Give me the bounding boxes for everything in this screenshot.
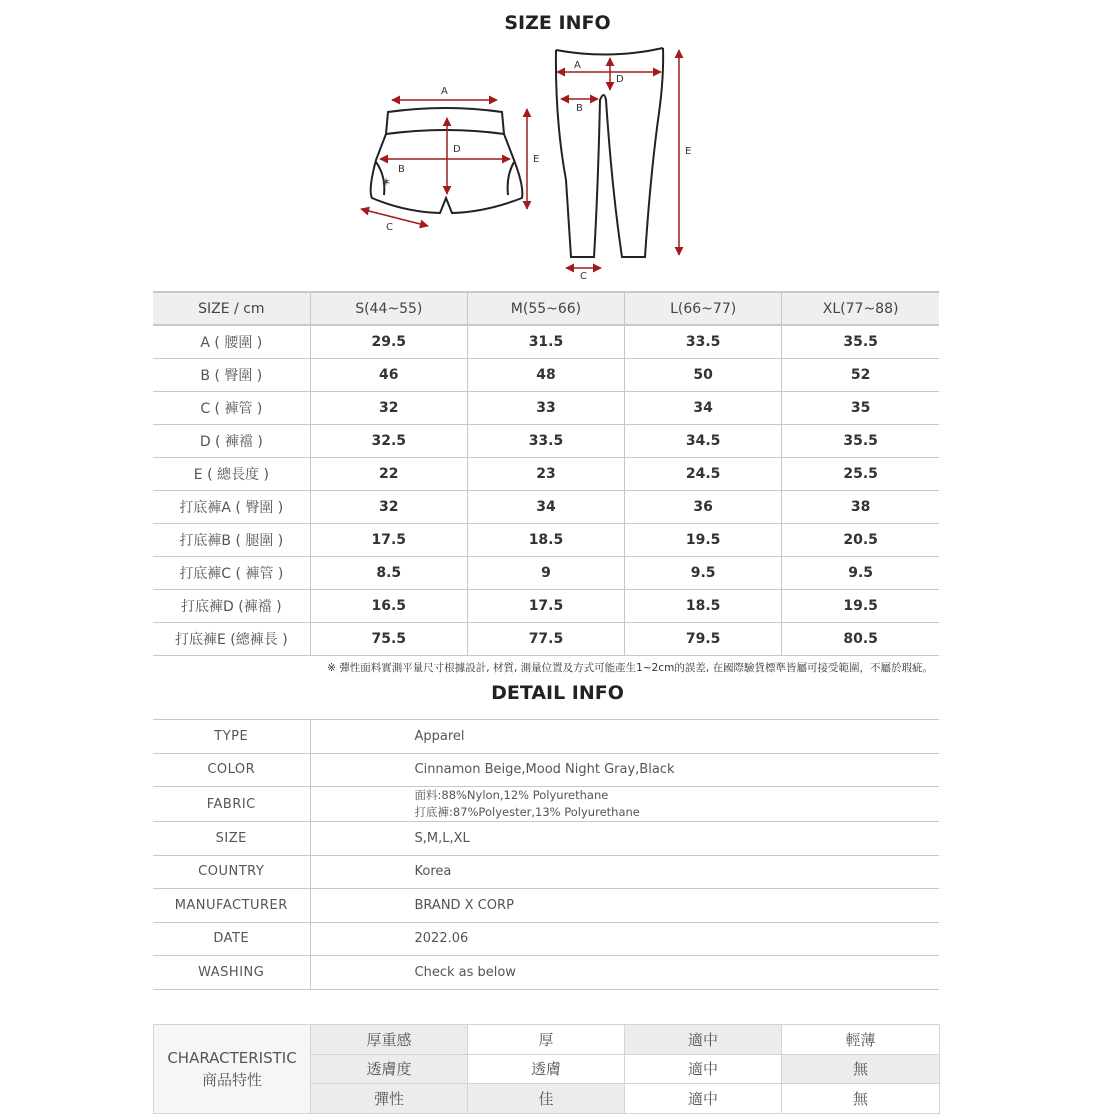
characteristic-option: 佳 xyxy=(468,1084,625,1114)
characteristic-heading-zh: 商品特性 xyxy=(201,1070,262,1089)
size-value-cell: 9.5 xyxy=(625,556,782,589)
detail-row xyxy=(153,787,939,822)
detail-table xyxy=(153,719,939,990)
detail-label: COUNTRY xyxy=(153,855,310,889)
detail-row xyxy=(153,956,939,990)
shorts-label-a: A xyxy=(441,86,448,97)
size-value-cell: 19.5 xyxy=(625,523,782,556)
size-value-cell: 17.5 xyxy=(467,589,624,622)
header-cell: L(66~77) xyxy=(625,292,782,325)
detail-row xyxy=(153,922,939,956)
header-cell: XL(77~88) xyxy=(782,292,939,325)
leggings-label-e: E xyxy=(685,146,692,157)
size-value-cell: 18.5 xyxy=(625,589,782,622)
characteristic-option: 透膚 xyxy=(468,1054,625,1084)
size-row-label: E ( 總長度 ) xyxy=(153,457,310,490)
detail-value: 2022.06 xyxy=(310,922,939,956)
detail-row xyxy=(153,753,939,787)
size-value-cell: 80.5 xyxy=(782,622,939,655)
measurement-note: ※ 彈性面料實測平量尺寸根據設計, 材質, 測量位置及方式可能產生1~2cm的誤差, 在國際驗貨標準皆屬可接受範圍，不屬於瑕疵。 xyxy=(327,662,933,674)
characteristic-attribute: 厚重感 xyxy=(311,1025,468,1055)
shorts-label-c: C xyxy=(386,222,393,233)
size-value-cell: 33 xyxy=(467,391,624,424)
characteristic-option: 適中 xyxy=(625,1054,782,1084)
size-value-cell: 35 xyxy=(782,391,939,424)
detail-label: COLOR xyxy=(153,753,310,787)
shorts-label-d: D xyxy=(453,144,461,155)
characteristic-option: 輕薄 xyxy=(782,1025,940,1055)
size-value-cell: 34.5 xyxy=(625,424,782,457)
characteristic-option: 無 xyxy=(782,1084,940,1114)
size-value-cell: 33.5 xyxy=(625,325,782,358)
size-table xyxy=(153,291,939,656)
size-value-cell: 50 xyxy=(625,358,782,391)
size-value-cell: 34 xyxy=(467,490,624,523)
detail-info-title: DETAIL INFO xyxy=(491,682,624,704)
size-row-label: B ( 臀圍 ) xyxy=(153,358,310,391)
size-row-label: 打底褲D (褲襠 ) xyxy=(153,589,310,622)
garment-measure-diagram xyxy=(0,0,1115,290)
size-value-cell: 38 xyxy=(782,490,939,523)
size-value-cell: 36 xyxy=(625,490,782,523)
size-value-cell: 16.5 xyxy=(310,589,467,622)
size-value-cell: 31.5 xyxy=(467,325,624,358)
size-value-cell: 17.5 xyxy=(310,523,467,556)
size-value-cell: 24.5 xyxy=(625,457,782,490)
size-value-cell: 29.5 xyxy=(310,325,467,358)
size-row-label: 打底褲E (總褲長 ) xyxy=(153,622,310,655)
characteristic-table xyxy=(153,1024,940,1114)
detail-label: SIZE xyxy=(153,822,310,856)
characteristic-attribute: 透膚度 xyxy=(311,1054,468,1084)
detail-label: TYPE xyxy=(153,720,310,754)
size-value-cell: 20.5 xyxy=(782,523,939,556)
header-cell: SIZE / cm xyxy=(153,292,310,325)
size-value-cell: 46 xyxy=(310,358,467,391)
size-value-cell: 48 xyxy=(467,358,624,391)
detail-label: MANUFACTURER xyxy=(153,889,310,923)
detail-label: FABRIC xyxy=(153,787,310,822)
size-row xyxy=(153,391,939,424)
size-row-label: C ( 褲管 ) xyxy=(153,391,310,424)
size-row xyxy=(153,556,939,589)
size-value-cell: 77.5 xyxy=(467,622,624,655)
fabric-line: 打底褲:87%Polyester,13% Polyurethane xyxy=(414,805,640,819)
detail-value: Cinnamon Beige,Mood Night Gray,Black xyxy=(310,753,939,787)
size-value-cell: 35.5 xyxy=(782,424,939,457)
detail-label: WASHING xyxy=(153,956,310,990)
size-row xyxy=(153,523,939,556)
size-row-label: 打底褲C ( 褲管 ) xyxy=(153,556,310,589)
detail-value xyxy=(310,787,939,822)
detail-value: S,M,L,XL xyxy=(310,822,939,856)
leggings-label-a: A xyxy=(574,60,581,71)
size-value-cell: 35.5 xyxy=(782,325,939,358)
size-value-cell: 79.5 xyxy=(625,622,782,655)
characteristic-option: 適中 xyxy=(625,1084,782,1114)
header-cell: M(55~66) xyxy=(467,292,624,325)
size-value-cell: 52 xyxy=(782,358,939,391)
size-row-label: A ( 腰圍 ) xyxy=(153,325,310,358)
characteristic-option: 無 xyxy=(782,1054,940,1084)
detail-row xyxy=(153,889,939,923)
size-row xyxy=(153,622,939,655)
detail-value: Check as below xyxy=(310,956,939,990)
size-row xyxy=(153,424,939,457)
size-value-cell: 32.5 xyxy=(310,424,467,457)
size-info-title: SIZE INFO xyxy=(504,12,611,34)
leggings-label-c: C xyxy=(580,271,587,282)
detail-value: Apparel xyxy=(310,720,939,754)
star-logo-icon: ✶ xyxy=(381,175,392,189)
size-diagram xyxy=(0,0,1115,290)
size-row-label: 打底褲A ( 臀圍 ) xyxy=(153,490,310,523)
size-value-cell: 33.5 xyxy=(467,424,624,457)
size-value-cell: 75.5 xyxy=(310,622,467,655)
size-row xyxy=(153,589,939,622)
size-value-cell: 34 xyxy=(625,391,782,424)
size-value-cell: 9.5 xyxy=(782,556,939,589)
characteristic-attribute: 彈性 xyxy=(311,1084,468,1114)
detail-row xyxy=(153,855,939,889)
detail-label: DATE xyxy=(153,922,310,956)
size-row xyxy=(153,490,939,523)
size-value-cell: 8.5 xyxy=(310,556,467,589)
size-row xyxy=(153,457,939,490)
detail-row xyxy=(153,720,939,754)
leggings-label-d: D xyxy=(616,74,624,85)
size-value-cell: 19.5 xyxy=(782,589,939,622)
characteristic-row xyxy=(154,1025,940,1055)
detail-value: BRAND X CORP xyxy=(310,889,939,923)
shorts-label-e: E xyxy=(533,154,540,165)
shorts-label-b: B xyxy=(398,164,405,175)
size-value-cell: 32 xyxy=(310,490,467,523)
size-value-cell: 22 xyxy=(310,457,467,490)
size-row xyxy=(153,325,939,358)
detail-value: Korea xyxy=(310,855,939,889)
size-table-header xyxy=(153,292,939,325)
characteristic-option: 適中 xyxy=(625,1025,782,1055)
size-row xyxy=(153,358,939,391)
size-value-cell: 32 xyxy=(310,391,467,424)
size-value-cell: 9 xyxy=(467,556,624,589)
fabric-line: 面料:88%Nylon,12% Polyurethane xyxy=(414,788,609,802)
size-row-label: D ( 褲襠 ) xyxy=(153,424,310,457)
characteristic-option: 厚 xyxy=(468,1025,625,1055)
leggings-label-b: B xyxy=(576,103,583,114)
characteristic-heading-en: CHARACTERISTIC xyxy=(167,1048,297,1067)
size-row-label: 打底褲B ( 腿圍 ) xyxy=(153,523,310,556)
size-value-cell: 18.5 xyxy=(467,523,624,556)
size-value-cell: 23 xyxy=(467,457,624,490)
detail-row xyxy=(153,822,939,856)
characteristic-heading xyxy=(154,1025,311,1114)
size-value-cell: 25.5 xyxy=(782,457,939,490)
header-cell: S(44~55) xyxy=(310,292,467,325)
